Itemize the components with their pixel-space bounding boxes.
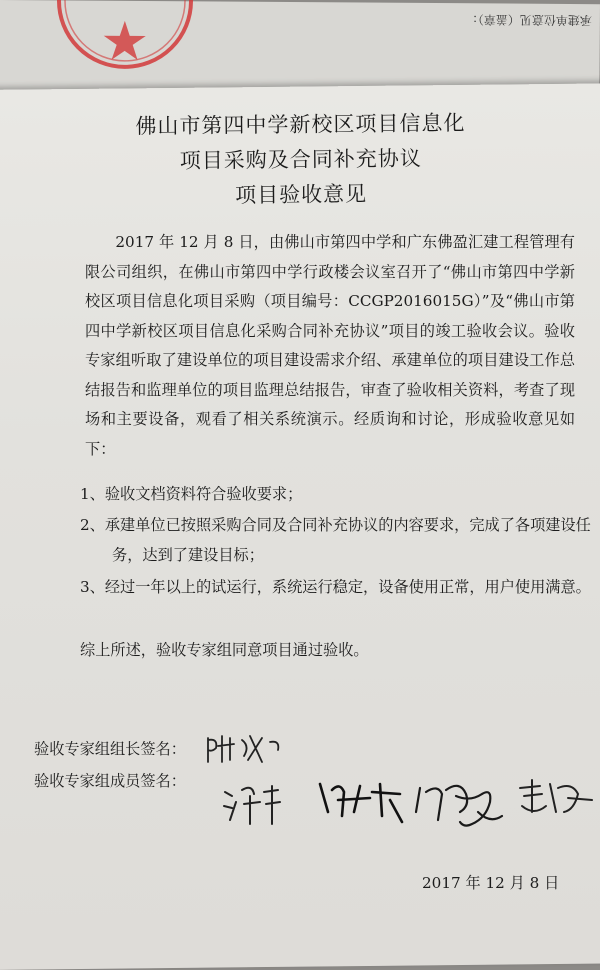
summary-text: 综上所述，验收专家组同意项目通过验收。 bbox=[80, 641, 369, 659]
title-line-1: 佛山市第四中学新校区项目信息化 bbox=[135, 110, 466, 139]
title-line-3: 项目验收意见 bbox=[234, 181, 368, 208]
members-signature-label: 验收专家组成员签名： bbox=[34, 772, 186, 790]
list-item-2: 2、承建单位已按照采购合同及合同补充协议的内容要求，完成了各项建设任务，达到了建设目标； bbox=[80, 516, 591, 564]
list-item-3: 3、经过一年以上的试运行，系统运行稳定，设备使用正常，用户使用满意。 bbox=[80, 578, 591, 596]
leader-signature bbox=[200, 728, 310, 768]
leader-signature-label: 验收专家组组长签名： bbox=[34, 740, 186, 758]
document-date: 2017 年 12 月 8 日 bbox=[422, 874, 560, 892]
body-paragraph: 2017 年 12 月 8 日，由佛山市第四中学和广东佛盈汇建工程管理有限公司组织，在佛山市第四中学行政楼会议室召开了“佛山市第四中学新校区项目信息化项目采购（项目编号：CCGP2016015G）”及“佛山市第四中学新校区项目信息化采购合同补充协议”项目的竣工验收会议。验收专家组听取了建设单位的项目建设需求介绍、承建单位的项目建设工作总结报告和监理单位的项目监理总结报告，审查了验收相关资料，考查了现场和主要设备，观看了相关系统演示。经质询和讨论，形成验收意见如下： bbox=[85, 233, 575, 458]
previous-page-note: 承建单位意见（盖章）： bbox=[465, 12, 592, 28]
list-item-1: 1、验收文档资料符合验收要求； bbox=[80, 485, 303, 503]
title-line-2: 项目采购及合同补充协议 bbox=[179, 146, 422, 173]
red-seal-stamp bbox=[39, 0, 210, 76]
members-signatures bbox=[220, 772, 600, 842]
